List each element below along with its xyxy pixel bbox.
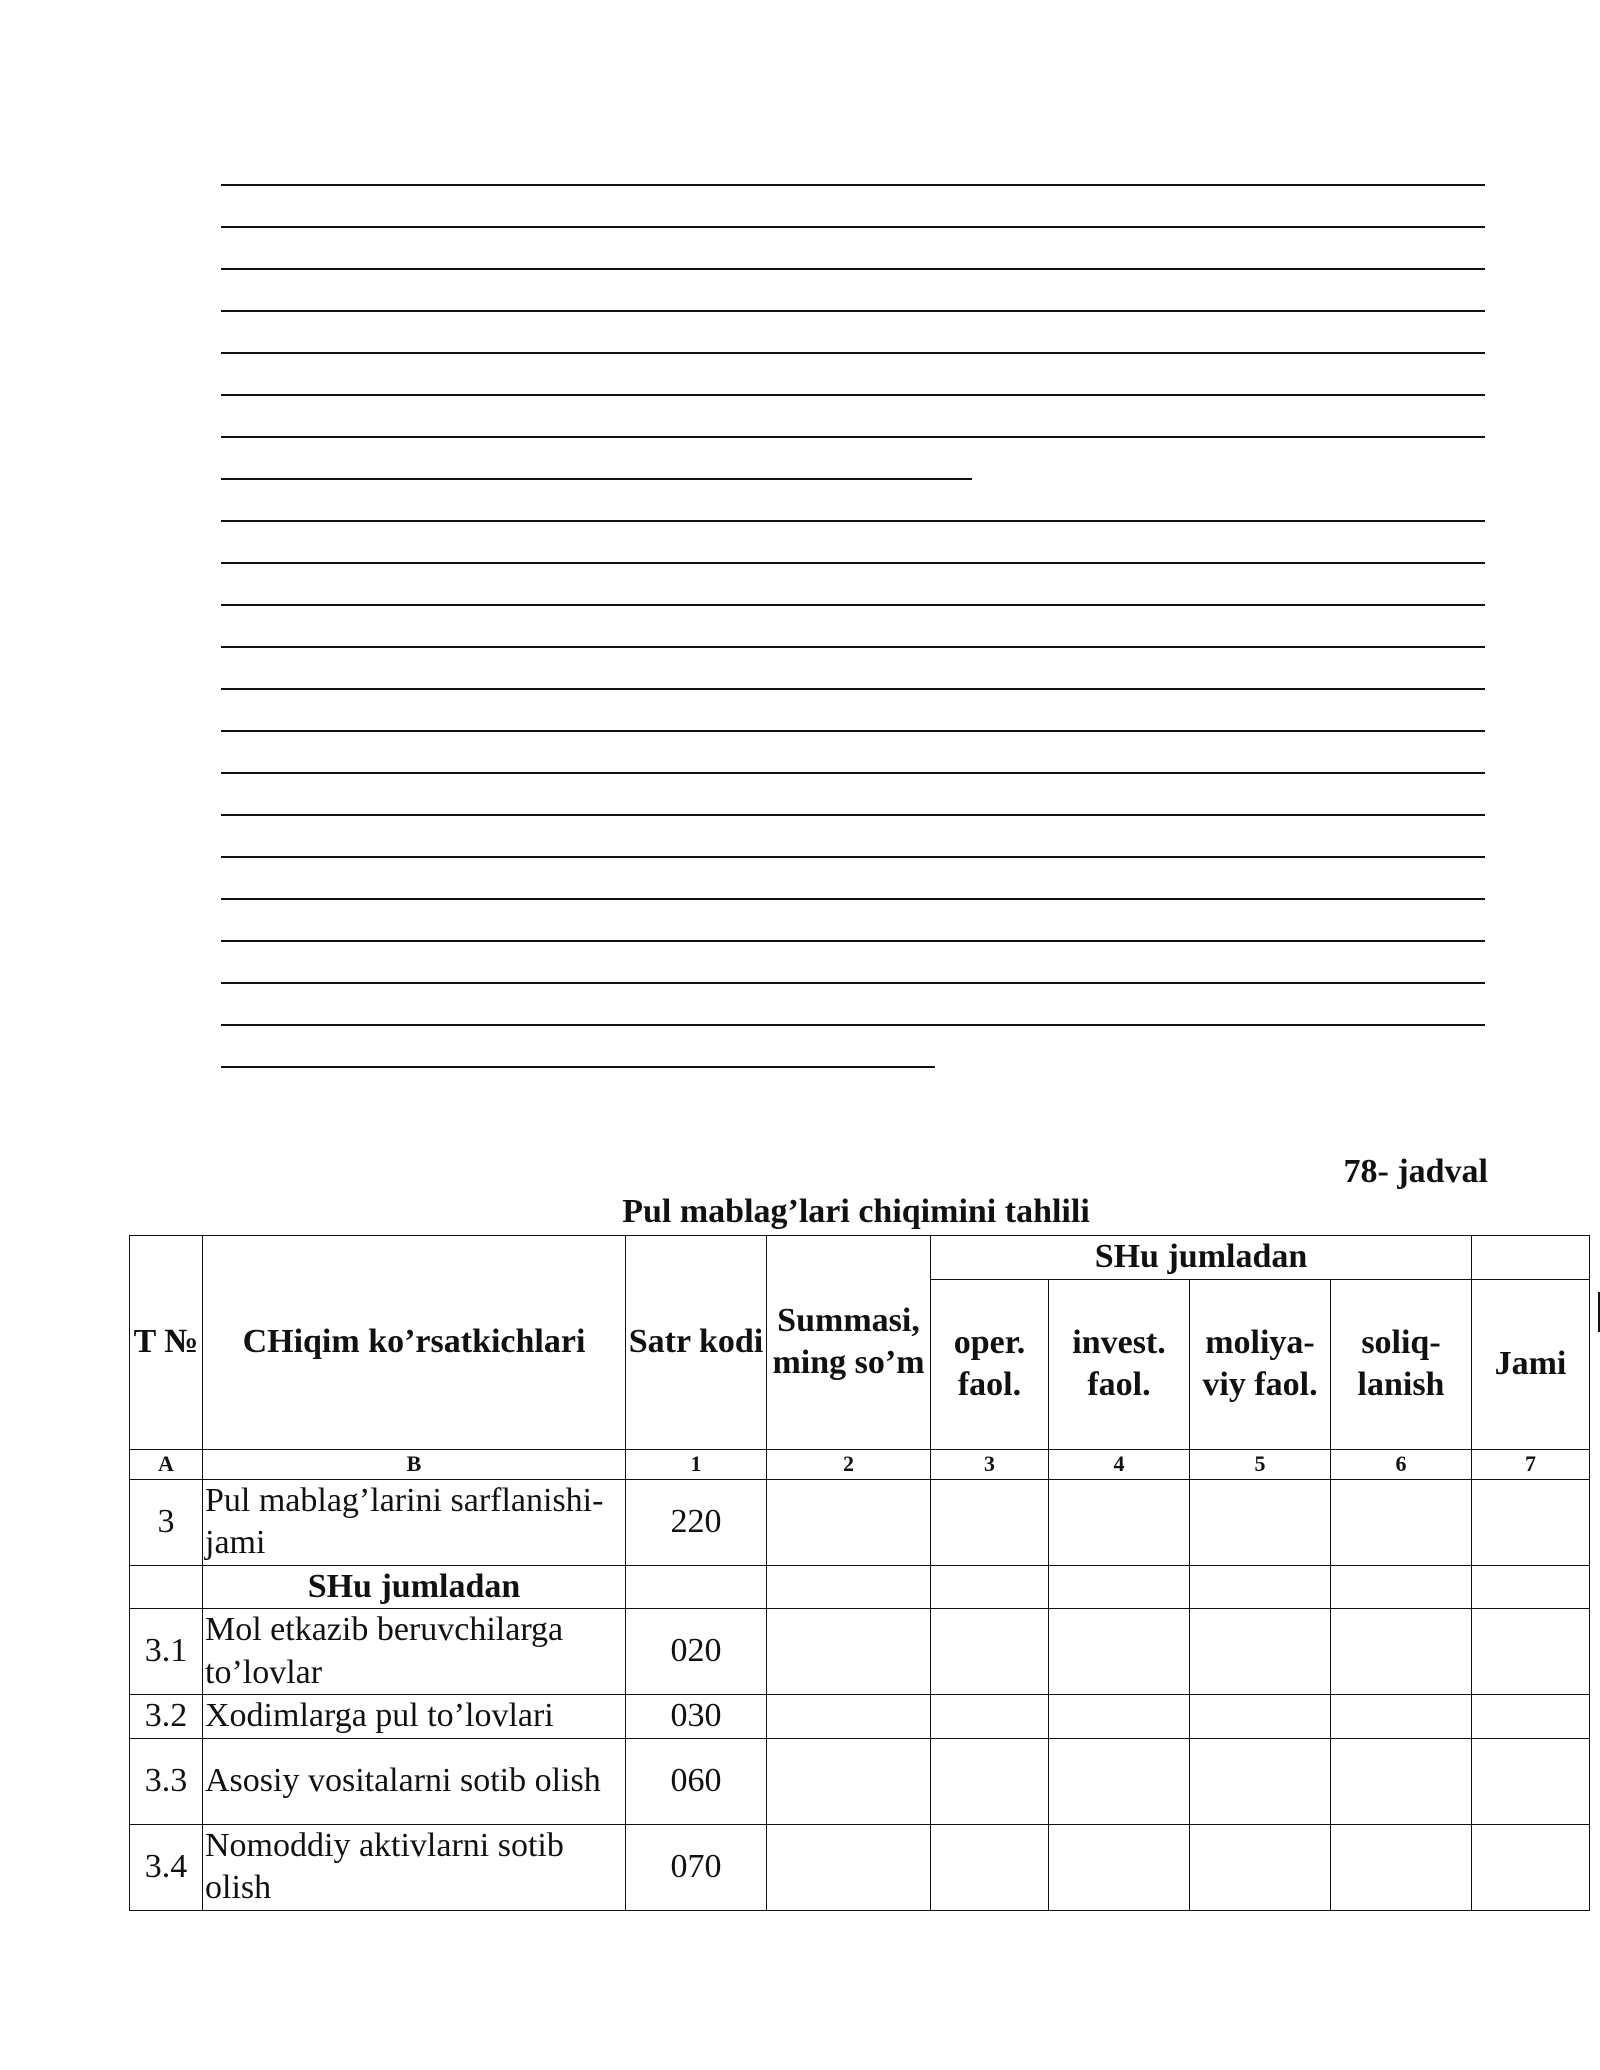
row-number: 3.2 [130, 1695, 203, 1739]
answer-line [221, 1024, 1485, 1026]
answer-line [221, 940, 1485, 942]
row-code: 030 [626, 1695, 767, 1739]
row-label: Nomoddiy aktivlarni sotib olish [203, 1824, 626, 1910]
table-row [130, 1738, 1590, 1824]
row-label: Mol etkazib beruvchilarga to’lovlar [203, 1609, 626, 1695]
column-index: 1 [626, 1449, 767, 1479]
empty-cell [1190, 1479, 1331, 1565]
empty-cell [1331, 1565, 1472, 1609]
empty-cell [1049, 1738, 1190, 1824]
answer-line [221, 268, 1485, 270]
table-row [130, 1609, 1590, 1695]
empty-cell [1472, 1609, 1590, 1695]
empty-cell [931, 1479, 1049, 1565]
row-code: 070 [626, 1824, 767, 1910]
empty-cell [1190, 1738, 1331, 1824]
empty-cell [931, 1738, 1049, 1824]
answer-line [221, 562, 1485, 564]
answer-line [221, 226, 1485, 228]
answer-line [221, 310, 1485, 312]
empty-cell [1190, 1695, 1331, 1739]
table-row [130, 1479, 1590, 1565]
empty-cell [1472, 1695, 1590, 1739]
column-index: 3 [931, 1449, 1049, 1479]
header-group: SHu jumladan [931, 1236, 1472, 1280]
header-soliq: soliq-lanish [1331, 1279, 1472, 1449]
answer-line [221, 436, 1485, 438]
table-row [130, 1695, 1590, 1739]
empty-cell [1190, 1824, 1331, 1910]
answer-line [221, 982, 1485, 984]
empty-cell [1049, 1695, 1190, 1739]
row-number: 3.3 [130, 1738, 203, 1824]
row-code: 220 [626, 1479, 767, 1565]
header-oper: oper. faol. [931, 1279, 1049, 1449]
answer-line [221, 394, 1485, 396]
answer-line [221, 856, 1485, 858]
empty-cell [1049, 1824, 1190, 1910]
empty-cell [767, 1738, 931, 1824]
column-index: B [203, 1449, 626, 1479]
column-index: 7 [1472, 1449, 1590, 1479]
column-index: 6 [1331, 1449, 1472, 1479]
empty-cell [931, 1695, 1049, 1739]
answer-line [221, 184, 1485, 186]
answer-line [221, 772, 1485, 774]
row-code: 020 [626, 1609, 767, 1695]
column-index: 2 [767, 1449, 931, 1479]
empty-cell [1049, 1479, 1190, 1565]
header-line-code: Satr kodi [626, 1236, 767, 1450]
empty-cell [1331, 1824, 1472, 1910]
answer-line [221, 520, 1485, 522]
table-title: Pul mablag’lari chiqimini tahlili [622, 1193, 1090, 1230]
empty-cell [931, 1565, 1049, 1609]
empty-cell [1472, 1824, 1590, 1910]
empty-cell [767, 1609, 931, 1695]
row-label: SHu jumladan [203, 1565, 626, 1609]
row-number [130, 1565, 203, 1609]
answer-line [221, 352, 1485, 354]
row-label: Xodimlarga pul to’lovlari [203, 1695, 626, 1739]
row-label: Pul mablag’larini sarflanishi-jami [203, 1479, 626, 1565]
empty-cell [1049, 1609, 1190, 1695]
empty-cell [767, 1824, 931, 1910]
header-amount: Summasi, ming so’m [767, 1236, 931, 1450]
cash-outflow-table [129, 1235, 1590, 1911]
row-number: 3.4 [130, 1824, 203, 1910]
header-invest: invest. faol. [1049, 1279, 1190, 1449]
table-row [130, 1824, 1590, 1910]
answer-line [221, 478, 972, 480]
column-index: A [130, 1449, 203, 1479]
empty-cell [1472, 1479, 1590, 1565]
empty-cell [931, 1824, 1049, 1910]
table-row [130, 1565, 1590, 1609]
empty-cell [767, 1695, 931, 1739]
answer-line [221, 688, 1485, 690]
empty-cell [1331, 1479, 1472, 1565]
empty-cell [1472, 1738, 1590, 1824]
header-moliya: moliya-viy faol. [1190, 1279, 1331, 1449]
header-indicators: CHiqim ko’rsatkichlari [203, 1236, 626, 1450]
empty-cell [1331, 1609, 1472, 1695]
empty-cell [931, 1609, 1049, 1695]
row-number: 3 [130, 1479, 203, 1565]
answer-line [221, 604, 1485, 606]
row-code [626, 1565, 767, 1609]
empty-cell [1190, 1609, 1331, 1695]
table-number: 78- jadval [1343, 1153, 1488, 1190]
empty-cell [1331, 1695, 1472, 1739]
header-empty [1472, 1236, 1590, 1280]
empty-cell [1331, 1738, 1472, 1824]
column-index: 4 [1049, 1449, 1190, 1479]
empty-cell [1190, 1565, 1331, 1609]
answer-line [221, 730, 1485, 732]
empty-cell [767, 1565, 931, 1609]
answer-line [221, 1066, 935, 1068]
column-index: 5 [1190, 1449, 1331, 1479]
empty-cell [1049, 1565, 1190, 1609]
empty-cell [1472, 1565, 1590, 1609]
row-label: Asosiy vositalarni sotib olish [203, 1738, 626, 1824]
row-number: 3.1 [130, 1609, 203, 1695]
answer-line [221, 646, 1485, 648]
header-jami: Jami [1472, 1279, 1590, 1449]
answer-line [221, 814, 1485, 816]
header-t-no: T № [130, 1236, 203, 1450]
empty-cell [767, 1479, 931, 1565]
answer-line [221, 898, 1485, 900]
row-code: 060 [626, 1738, 767, 1824]
